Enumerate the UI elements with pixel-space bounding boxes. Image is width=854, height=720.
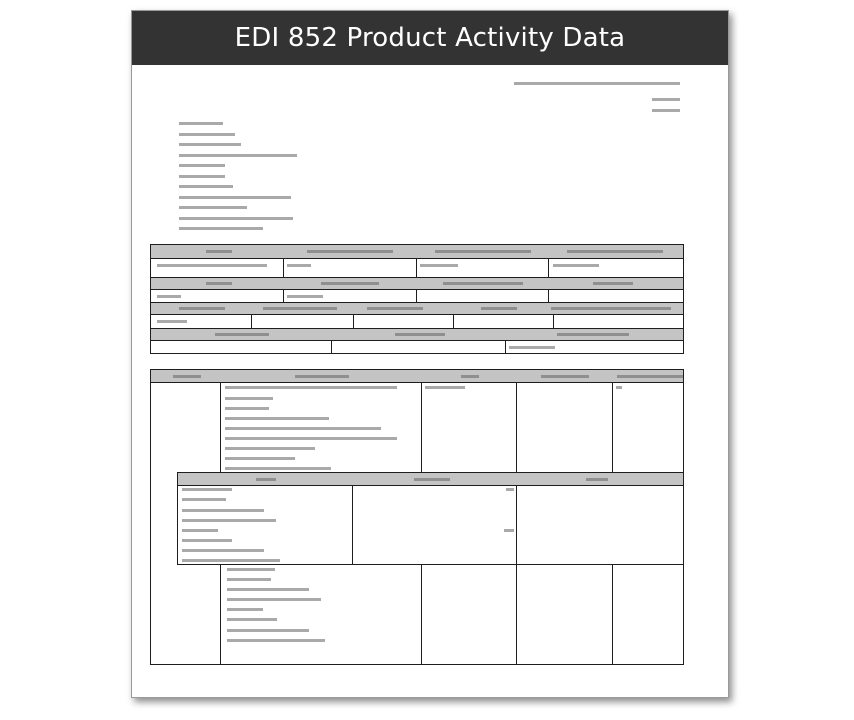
document-page [131,10,729,698]
document-title: EDI 852 Product Activity Data [132,11,728,65]
table-header-row [151,370,683,383]
summary-table [150,244,684,354]
product-activity-table [150,369,684,665]
location-detail-subtable [177,472,684,565]
